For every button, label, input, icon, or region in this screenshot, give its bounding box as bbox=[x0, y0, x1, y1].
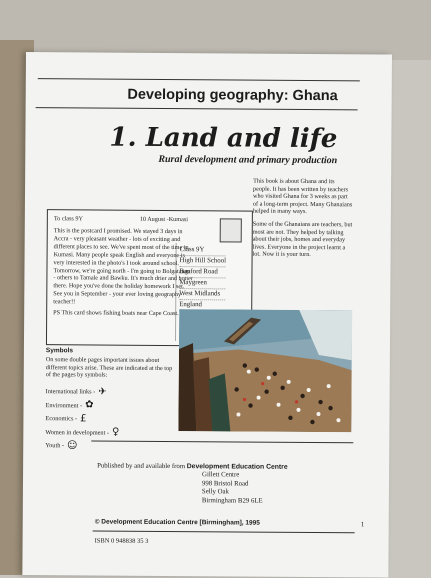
series-title: Developing geography: Ghana bbox=[127, 86, 338, 105]
postcard-ps: PS This card shows fishing boats near Cape Coast. bbox=[53, 309, 179, 318]
address-line: West Midlands bbox=[179, 289, 226, 300]
intro-paragraph: This book is about Ghana and its people. It has been written by teachers who visited Ghana for 3 weeks as part of a long-term project. Many Ghanaians helped in many ways. bbox=[252, 177, 353, 216]
fishing-boats-photo bbox=[178, 309, 352, 432]
publisher-address-line: Selly Oak bbox=[201, 488, 229, 496]
address-line: High Hill School bbox=[180, 256, 227, 267]
intro-text bbox=[253, 178, 354, 265]
symbol-item-women-in-development bbox=[45, 426, 119, 440]
publisher-prefix: Published by and available from bbox=[97, 462, 186, 471]
isbn: ISBN 0 948838 35 3 bbox=[94, 537, 149, 545]
publisher-block bbox=[97, 463, 357, 507]
symbol-item-international-links bbox=[46, 385, 120, 399]
symbol-label: Environment - bbox=[45, 401, 83, 410]
page-title: 1. Land and life bbox=[109, 122, 338, 155]
address-line: England bbox=[179, 300, 226, 311]
female-symbol-icon: ♀ bbox=[111, 426, 120, 438]
address-line: Banford Road bbox=[179, 267, 226, 278]
symbol-label: International links - bbox=[45, 388, 96, 396]
symbols-list bbox=[45, 385, 119, 453]
face-icon: ☺ bbox=[67, 440, 78, 452]
symbols-heading: Symbols bbox=[45, 347, 74, 355]
publisher-address-line: 998 Bristol Road bbox=[201, 480, 249, 488]
postcard-date: 10 August -Kumasi bbox=[139, 215, 188, 224]
intro-paragraph: Some of the Ghanaians are teachers, but most are not. They helped by talking about their jobs, homes and everyday lives. Everyone in the project learnt a lot. Now it is your turn. bbox=[252, 220, 353, 259]
page-subtitle: Rural development and primary production bbox=[158, 153, 338, 167]
page-number: 1 bbox=[360, 520, 365, 529]
background bbox=[0, 0, 431, 60]
flower-icon: ✿ bbox=[85, 399, 94, 411]
symbol-item-environment bbox=[45, 399, 119, 413]
stamp-box bbox=[220, 218, 242, 242]
symbol-label: Economics - bbox=[45, 415, 78, 423]
book-page bbox=[22, 52, 392, 578]
airplane-icon: ✈ bbox=[98, 386, 107, 398]
pound-icon: £ bbox=[80, 413, 87, 425]
postcard-body: This is the postcard I promised. We stayed 3 days in Accra - very pleasant weather - lots of exciting and different places to see. We've spent most of the time in Kumasi. Many people speak English and everyone is very interested in the photo's I took around school. Tomorrow, we're going north - I'm going to Bolgatanga - others to Tamale and Bawku. It's much drier and hotter there. Hope you've done the holiday homework I set. See you in September - your ever loving geography teacher!! bbox=[53, 227, 194, 306]
postcard-message bbox=[53, 227, 194, 321]
bottom-rule bbox=[93, 530, 355, 533]
footer-rule bbox=[91, 440, 353, 443]
address-line: Maygreen bbox=[179, 278, 226, 289]
series-rule bbox=[36, 107, 358, 110]
address-line: Class 9Y bbox=[180, 245, 227, 256]
symbols-description: On some double pages important issues about different topics arise. These are indicated at the top of the pages by symbols: bbox=[45, 356, 173, 379]
publisher-address-line: Gillett Centre bbox=[202, 471, 240, 479]
publisher-address-line: Birmingham B29 6LE bbox=[201, 496, 263, 505]
publisher-name: Development Education Centre bbox=[186, 463, 288, 471]
top-rule bbox=[38, 78, 360, 81]
postcard-recipient: To class 9Y bbox=[53, 215, 83, 223]
copyright-notice: © Development Education Centre [Birmingham], 1995 bbox=[94, 518, 260, 527]
symbol-item-economics bbox=[45, 412, 119, 426]
symbol-label: Youth - bbox=[45, 442, 65, 450]
symbol-label: Women in development - bbox=[45, 428, 110, 437]
postcard-address bbox=[179, 245, 226, 311]
